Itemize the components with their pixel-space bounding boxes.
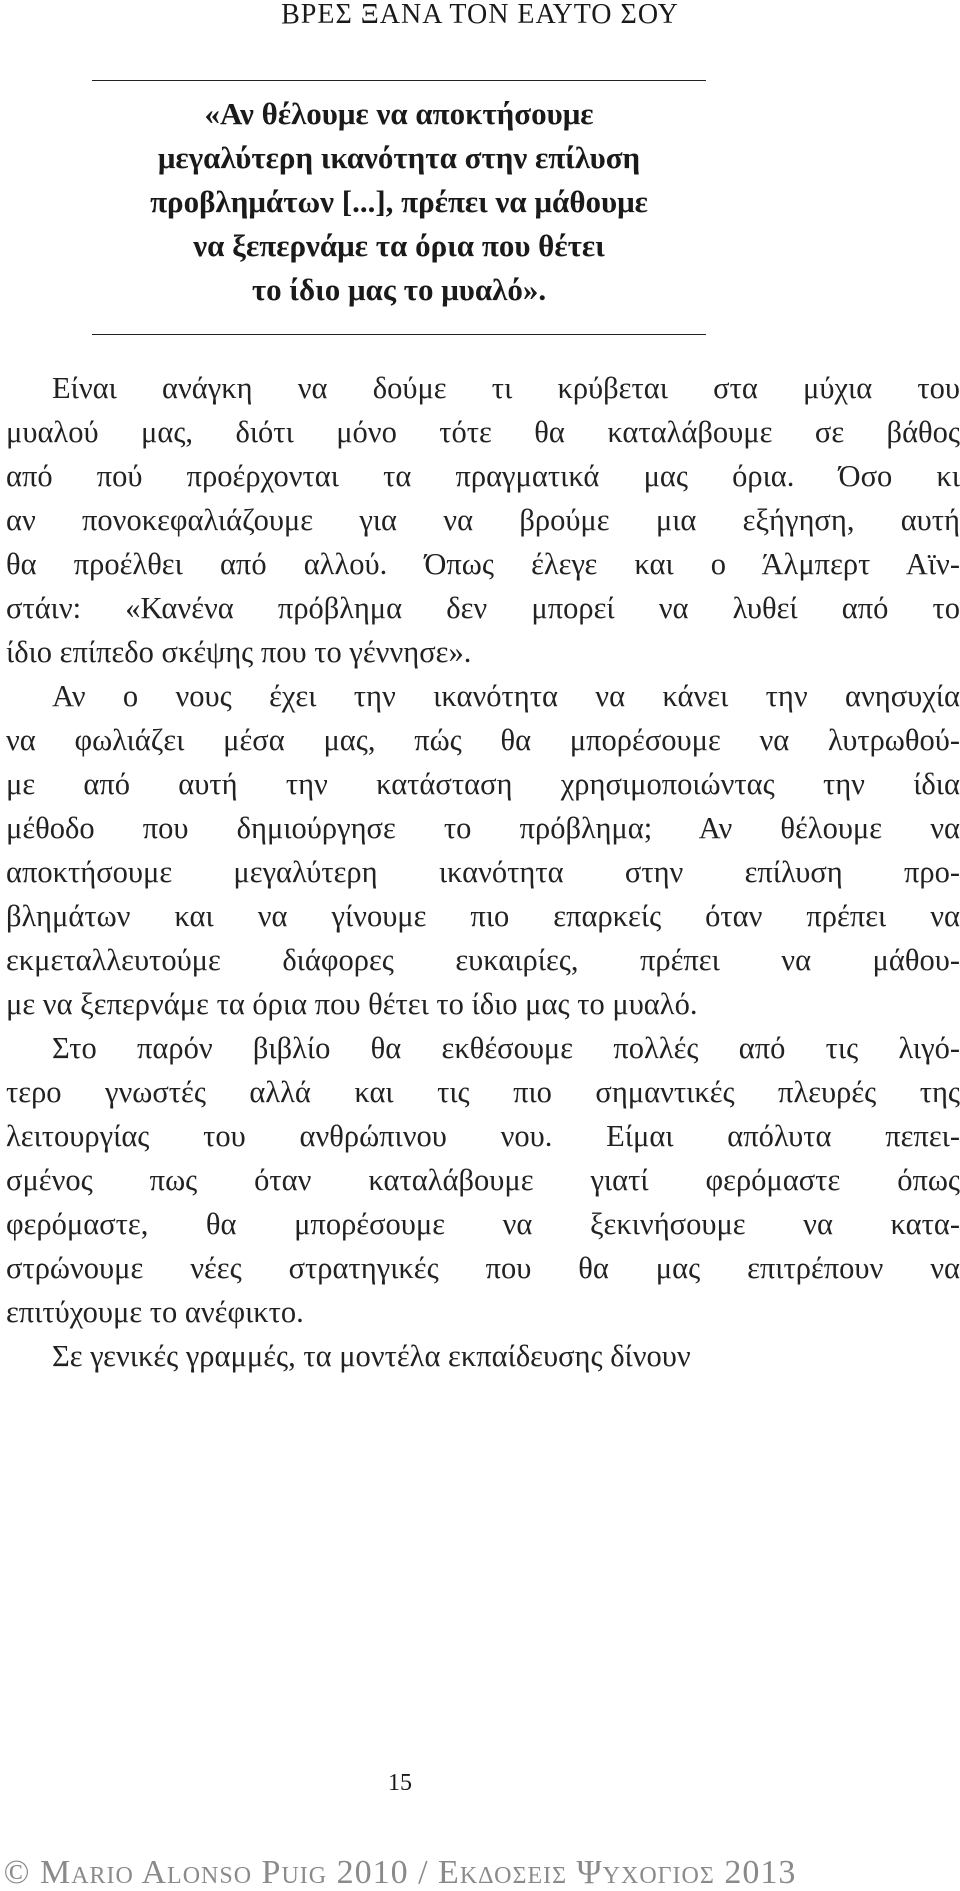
text-line: σμένος πως όταν καταλάβουμε γιατί φερόμαστε όπως	[6, 1163, 960, 1197]
text-line: αν πονοκεφαλιάζουμε για να βρούμε μια εξήγηση, αυτή	[6, 503, 960, 537]
text-line: με να ξεπερνάμε τα όρια που θέτει το ίδιο μας το μυαλό.	[6, 987, 698, 1021]
running-head: ΒΡΕΣ ΞΑΝΑ ΤΟΝ ΕΑΥΤΟ ΣΟΥ	[281, 0, 679, 30]
text-line: από πού προέρχονται τα πραγματικά μας όρια. Όσο κι	[6, 459, 960, 493]
copyright-footer: © Mario Alonso Puig 2010 / Εκδοσεις Ψυχογιος 2013	[3, 1854, 797, 1891]
text-line: εκμεταλλευτούμε διάφορες ευκαιρίες, πρέπει να μάθου-	[6, 943, 960, 977]
text-line: Είναι ανάγκη να δούμε τι κρύβεται στα μύχια του	[52, 371, 960, 405]
text-line: λειτουργίας του ανθρώπινου νου. Είμαι απόλυτα πεπει-	[6, 1119, 960, 1153]
paragraph	[6, 674, 960, 1026]
text-line: στρώνουμε νέες στρατηγικές που θα μας επιτρέπουν να	[6, 1251, 960, 1285]
text-line: στάιν: «Κανένα πρόβλημα δεν μπορεί να λυθεί από το	[6, 591, 960, 625]
epigraph-rule-top	[92, 80, 706, 81]
page-number: 15	[388, 1770, 412, 1796]
epigraph-rule-bottom	[92, 334, 706, 335]
text-line: Σε γενικές γραμμές, τα μοντέλα εκπαίδευσης δίνουν	[52, 1339, 691, 1373]
text-line: επιτύχουμε το ανέφικτο.	[6, 1295, 304, 1329]
text-line: αποκτήσουμε μεγαλύτερη ικανότητα στην επίλυση προ-	[6, 855, 960, 889]
epigraph	[92, 92, 706, 312]
epigraph-line: «Αν θέλουμε να αποκτήσουμε	[204, 96, 594, 131]
text-line: Αν ο νους έχει την ικανότητα να κάνει την ανησυχία	[52, 679, 960, 713]
paragraph	[6, 366, 960, 674]
text-line: μυαλού μας, διότι μόνο τότε θα καταλάβουμε σε βάθος	[6, 415, 960, 449]
text-line: φερόμαστε, θα μπορέσουμε να ξεκινήσουμε να κατα-	[6, 1207, 960, 1241]
body-text	[6, 366, 960, 1378]
paragraph	[6, 1026, 960, 1334]
text-line: με από αυτή την κατάσταση χρησιμοποιώντας την ίδια	[6, 767, 960, 801]
paragraph	[6, 1334, 960, 1378]
epigraph-line: το ίδιο μας το μυαλό».	[251, 272, 547, 307]
text-line: τερο γνωστές αλλά και τις πιο σημαντικές πλευρές της	[6, 1075, 960, 1109]
epigraph-line: προβλημάτων [...], πρέπει να μάθουμε	[150, 184, 648, 219]
text-line: Στο παρόν βιβλίο θα εκθέσουμε πολλές από τις λιγό-	[52, 1031, 960, 1065]
text-line: θα προέλθει από αλλού. Όπως έλεγε και ο Άλμπερτ Αϊν-	[6, 547, 960, 581]
epigraph-line: μεγαλύτερη ικανότητα στην επίλυση	[157, 140, 641, 175]
text-line: βλημάτων και να γίνουμε πιο επαρκείς όταν πρέπει να	[6, 899, 960, 933]
text-line: να φωλιάζει μέσα μας, πώς θα μπορέσουμε να λυτρωθού-	[6, 723, 960, 757]
text-line: μέθοδο που δημιούργησε το πρόβλημα; Αν θέλουμε να	[6, 811, 960, 845]
text-line: ίδιο επίπεδο σκέψης που το γέννησε».	[6, 635, 472, 669]
epigraph-line: να ξεπερνάμε τα όρια που θέτει	[193, 228, 605, 263]
